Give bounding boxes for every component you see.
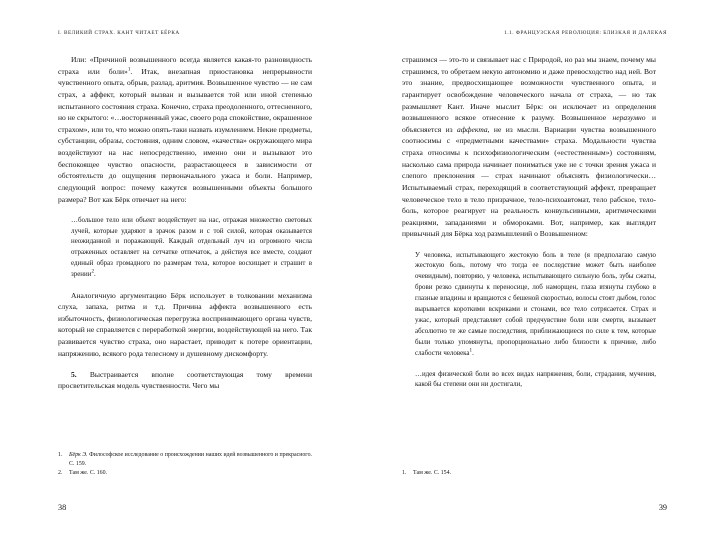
right-page-footnotes <box>402 469 656 478</box>
left-page <box>0 0 356 540</box>
numbered-paragraph <box>58 369 312 392</box>
emphasis-nerazumno: неразумно <box>612 113 646 123</box>
footnote-author: Бёрк Э. <box>69 452 88 459</box>
block-quote <box>402 250 656 359</box>
paragraph-text-cont: . Итак, внезапная приостановка непрерывности чувственного опыта, обрыв, разлад, аритмия. Возвышенное чувство — не сам страх, а аффект, который вызван и вызывается той или иной степенью испытанного состояния страха. Конечно, страха преодоленного, оттесненного, но не скрытого: «…восторженный ужас, своего рода спокойствие, окрашенное страхом», или то, что можно опять-таки назвать изумлением. Некие предметы, субстанции, образы, состояния, одним словом, «качества» окружающего мира воздействуют на нас непосредственно, именно они и вызывают это беспокоящее чувство опасности, разрастающееся в зависимости от обстоятельств до ощущения первоначального ужаса и боли. Например, следующий вопрос: почему кажутся возвышенными объекты большого размера? Вот как Бёрк отвечает на него: <box>58 66 312 204</box>
footnote-text: Философское исследование о происхождении наших идей возвышенного и прекрасного. С. 159. <box>69 452 312 467</box>
paragraph-continued <box>402 54 656 240</box>
paragraph-text-mid: и объясняется из <box>402 113 656 134</box>
block-quote-body: У человека, испытывающего жестокую боль в теле (я предполагаю самую жестокую боль, потому что тогда ее последствие может быть наиболее очевидным), повторяю, у человека, испытывающего сильную боль, зубы сжаты, брови резко сдвинуты к переносице, лоб наморщен, глаза втянуты глубоко в глазные впадины и вращаются с бешеной скоростью, волосы стоят дыбом, голос вырывается короткими вскриками и стонами, все тело сотрясается. Страх и ужас, который представляет собой предчувствие боли или смерти, вызывает абсолютно те же самые последствия, приближающиеся по силе к тем, которые были только упомянуты, пропорционально либо близости к причине, либо слабости человека <box>415 250 656 357</box>
footnote-marker: 2. <box>58 469 63 476</box>
right-page <box>357 0 713 540</box>
footnote-marker: 1. <box>58 452 63 459</box>
numbered-paragraph-text: Выстраивается вполне соответствующая тому времени просветительская модель чувственности. Чего мы <box>58 369 312 391</box>
running-head-right: 1.1. ФРАНЦУЗСКАЯ РЕВОЛЮЦИЯ: БЛИЗКАЯ И ДАЛЕКАЯ <box>504 30 667 36</box>
footnote-item <box>58 469 312 478</box>
page-number-left: 38 <box>58 503 67 512</box>
paragraph <box>58 54 312 205</box>
block-quote-text <box>415 250 656 359</box>
block-quote-text <box>71 215 312 280</box>
paragraph: Аналогичную аргументацию Бёрк использует в толковании механизма слуха, запаха, ритма и т.д. Причина аффекта возвышенного есть избыточность, физиологическая перегрузка воспринимающего органа чувств, который не справляется с переработкой энергии, воздействующей на него. Так развивается чувство страха, оно нарастает, приводит к потере ориентации, напряжению, всякого рода телесному и душевному дискомфорту. <box>58 290 312 358</box>
section-number: 5. <box>71 369 77 379</box>
block-quote-tail: . <box>93 270 96 279</box>
footnote-reference: 1 <box>469 347 473 354</box>
page-number-right: 39 <box>658 503 667 512</box>
left-page-text-column <box>58 54 312 392</box>
block-quote-tail: . <box>472 348 474 357</box>
right-page-text-column <box>402 54 656 390</box>
paragraph-text: Или: «Причиной возвышенного всегда является какая-то разновидность страха или боли» <box>58 55 312 76</box>
block-quote-second <box>402 369 656 391</box>
emphasis-affekta: аффекта <box>457 124 488 134</box>
block-quote-text: …идея физической боли во всех видах напряжения, боли, страдания, мучения, какой бы степени они ни достигали, <box>415 369 656 389</box>
block-quote <box>58 215 312 280</box>
footnote-text: Там же. С. 160. <box>69 469 108 476</box>
footnote-text: Там же. С. 154. <box>413 469 452 476</box>
footnote-marker: 1. <box>402 469 407 476</box>
running-head-left: I. ВЕЛИКИЙ СТРАХ. КАНТ ЧИТАЕТ БЁРКА <box>58 30 180 36</box>
footnote-reference: 1 <box>127 66 131 73</box>
paragraph-text-end: , не из мысли. Вариации чувства возвышенного соотносимы с «предметными качествами» страха. Модальности чувства страха относимы к психофизиологическим («естественным») состояниям, насколько сама природа начинает пониматься уже не с точки зрения ужаса и слепого преклонения — страх начинают объяснять физиологически… Испытываемый страх, переходящий в соответствующий аффект, превращает человеческое тело в тело призрачное, тело-психоавтомат, тело рабское, тело-боль, которое реагирует на реальность конвульсивными, аритмическими реакциями, западаниями и обмороками. Вот, например, как выглядит привычный для Бёрка ход размышлений о Возвышенном: <box>402 124 657 239</box>
block-quote-body: …большое тело или объект воздействует на нас, отражая множество световых лучей, которые ударяют в зрачок разом и с той силой, которая оказывается неожиданной и поражающей. Каждый отдельный луч из огромного числа отраженных оставляет на сетчатке отпечаток, а действуя все вместе, создают единый образ громадного по размерам тела, которое восхищает и страшит в зрении <box>71 215 312 279</box>
paragraph-text: страшимся — это-то и связывает нас с Природой, но раз мы знаем, почему мы страшимся, то обретаем некую автономию и даже превосходство над ней. Вот это знание, предвосхищающее возможности чувственного опыта, и гарантирует освобождение человеческого начала от страха, — но так размышляет Кант. Иначе мыслит Бёрк: он исключает из определения возвышенного всякое отнесение к разуму. Возвышенное <box>402 55 656 123</box>
footnote-item <box>402 469 656 478</box>
footnote-item <box>58 451 312 468</box>
footnote-reference: 2 <box>91 268 94 275</box>
left-page-footnotes <box>58 451 312 478</box>
